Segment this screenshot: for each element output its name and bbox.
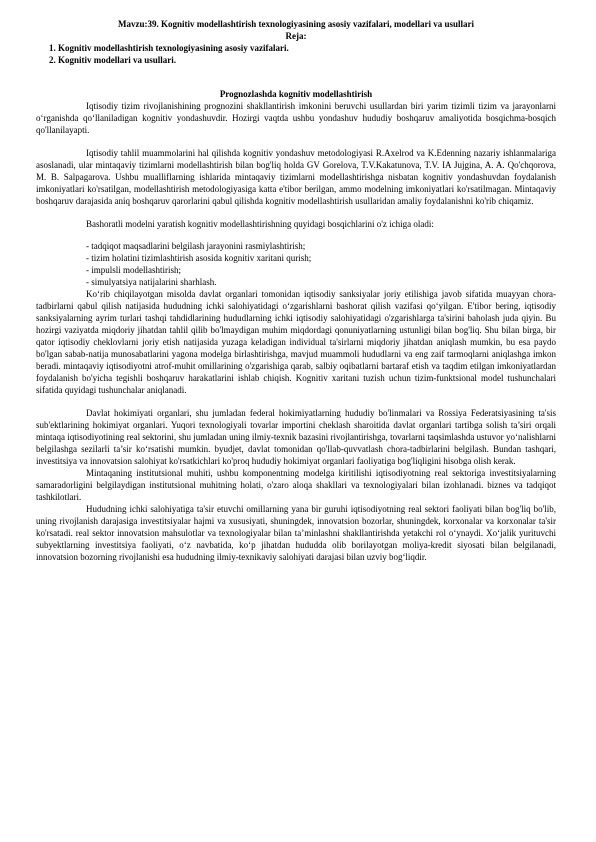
paragraph: Mintaqaning institutsional muhiti, ushbu komponentning modelga kiritilishi iqtisodiyotning real sektoriga investitsiyalarning samaradorligini belgilaydigan institutsional muhitning holati, o'zaro aloqa shakllari va texnologiyalari bilan izohlanadi. biznes va tadqiqot tashkilotlari.	[36, 468, 556, 502]
paragraph: Iqtisodiy tizim rivojlanishining prognozini shakllantirish imkonini beruvchi usullardan biri yarim tizimli tizim va jarayonlarni o‘rganishda qo‘llaniladigan kognitiv yondashuvdir. Hozirgi vaqtda ushbu yondashuv hududiy boshqaruv amaliyotida bosqichma-bosqich qo'llanilayapti.	[36, 101, 556, 135]
topic-title: Mavzu:39. Kognitiv modellashtirish texnologiyasining asosiy vazifalari, modellari va usullari	[117, 19, 474, 29]
list-item: - tizim holatini tizimlashtirish asosida kognitiv xaritani qurish;	[86, 252, 556, 264]
paragraph: Davlat hokimiyati organlari, shu jumladan federal hokimiyatlarning hududiy bo'linmalari va Rossiya Federatsiyasining ta'sis sub'ektlarining hokimiyat organlari. Yuqori texnologiyali tovarlar importini cheklash sharoitida davlat organlari tartibga solish ta’siri orqali mintaqa iqtisodiyotining real sektorini, shu jumladan uning ilmiy-texnik bazasini rivojlantirishga, tovarlarni taqsimlashda ustuvor yo‘nalishlarni belgilashga sezilarli ta’sir ko‘rsatishi mumkin. byudjet, davlat tomonidan qo'llab-quvvatlash chora-tadbirlarini belgilash. Bundan tashqari, investitsiya va innovatsion salohiyat ko'rsatkichlari ko'proq hududiy hokimiyat organlari faoliyatiga bog'liqligini hisobga olish kerak.	[36, 408, 556, 466]
section-title: Prognozlashda kognitiv modellashtirish	[219, 89, 373, 99]
paragraph: Hududning ichki salohiyatiga ta'sir etuvchi omillarning yana bir guruhi iqtisodiyotning real sektori faoliyati bilan bog'liq bo'lib, uning rivojlanish darajasiga investitsiyalar hajmi va xususiyati, shuningdek, innovatsion bozorlar, shuningdek, korxonalar va korxonalar ta'sir ko'rsatadi. real sektor innovatsion mahsulotlar va texnologiyalar bilan ta’minlashni shakllantirishda yetakchi rol o‘ynaydi. Xo‘jalik yurituvchi subyektlarning investitsiya faoliyati, o‘z navbatida, ko‘p jihatdan hududda olib borilayotgan moliya-kredit siyosati bilan belgilanadi, innovatsion bozorning rivojlanishi esa hududning ilmiy-texnikaviy salohiyati darajasi bilan uzviy bog‘liqdir.	[36, 504, 556, 562]
steps-list	[36, 240, 556, 288]
paragraph: Ko‘rib chiqilayotgan misolda davlat organlari tomonidan iqtisodiy sanksiyalar joriy etilishiga javob sifatida muayyan chora-tadbirlarni qabul qilish natijasida hududning ichki salohiyatidagi o‘zgarishlarni bashorat qilish vazifasi qo‘yilgan. E'tibor bering, iqtisodiy sanksiyalarning ayrim turlari tashqi tahdidlarining hududlarning ichki iqtisodiy salohiyatidagi o'zgarishlarga ta'sirini baholash juda qiyin. Bu hozirgi vaziyatda miqdoriy jihatdan tahlil qilib bo'lmaydigan muhim miqdordagi qonuniyatlarning ustunligi bilan bog'liq. Shu bilan birga, bir qator iqtisodiy cheklovlarni joriy etish natijasida yuzaga keladigan individual ta'sirlarni miqdoriy jihatdan aniqlash mumkin, bu esa paydo bo'lgan sabab-natija munosabatlarini yagona modelga birlashtirishga, mavjud muammoli hududlarni va eng zaif tarmoqlarni aniqlashga imkon beradi. mintaqaviy iqtisodiyotni atrof-muhit omillarining o'zgarishiga qarab, salbiy oqibatlarni bartaraf etish va taqdim etilgan imkoniyatlardan foydalanish bo'yicha tegishli boshqaruv harakatlarini ishlab chiqish. Kognitiv xaritani tuzish uchun tizim-funktsional model tushunchalari sifatida quyidagi tushunchalar aniqlanadi.	[36, 289, 556, 395]
list-item: - impulsli modellashtirish;	[86, 264, 556, 276]
paragraph: Bashoratli modelni yaratish kognitiv modellashtirishning quyidagi bosqichlarini o'z ichiga oladi:	[86, 219, 434, 229]
paragraph: Iqtisodiy tahlil muammolarini hal qilishda kognitiv yondashuv metodologiyasi R.Axelrod va K.Edenning nazariy ishlanmalariga asoslanadi, ular mintaqaviy tizimlarni modellashtirish bilan bog'liq holda GV Gorelova, T.V.Kakatunova, T.V. IA Jujgina, A. A. Qo'chqorova, M. B. Salpagarova. Ushbu mualliflarning ishlarida mintaqaviy tizimlarni modellashtirishga nisbatan kognitiv yondashuvdan foydalanish imkoniyatlari ko'rsatilgan, modellashtirish metodologiyasiga katta e'tibor berilgan, ammo modelning imkoniyatlari ko'rsatilmagan. Mintaqaviy boshqaruv darajasida aniq boshqaruv qarorlarini qabul qilishda kognitiv modellashtirish usullaridan amaliy foydalanishni ko'rib chiqamiz.	[36, 148, 556, 206]
plan-item: 1. Kognitiv modellashtirish texnologiyasining asosiy vazifalari.	[58, 42, 556, 54]
plan-heading: Reja:	[285, 31, 307, 41]
list-item: - tadqiqot maqsadlarini belgilash jarayonini rasmiylashtirish;	[86, 240, 556, 252]
plan-item: 2. Kognitiv modellari va usullari.	[58, 54, 556, 66]
plan-list	[36, 42, 556, 66]
list-item: - simulyatsiya natijalarini sharhlash.	[86, 276, 556, 288]
